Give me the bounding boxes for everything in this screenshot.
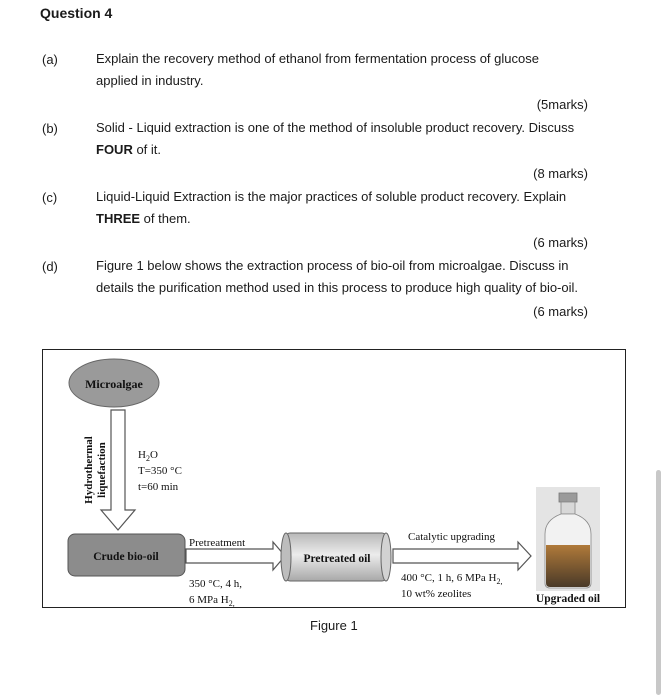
pretreatment-condition-2: 6 MPa $H_{2,}$ (189, 594, 235, 608)
catalytic-arrow (393, 542, 531, 570)
part-d-text (96, 255, 590, 299)
part-c-rest: of them. (140, 211, 191, 226)
pretreatment-condition-1: 350 °C, 4 h, (189, 578, 242, 590)
part-d-marks: (6 marks) (533, 304, 588, 319)
catalytic-condition-1: 400 °C, 1 h, 6 MPa $H_{2,}$ (401, 572, 503, 586)
part-d-label: (d) (42, 259, 58, 274)
pretreated-oil-label: Pretreated oil (303, 553, 371, 565)
microalgae-label: Microalgae (85, 377, 143, 391)
bottle-stopper (559, 493, 577, 502)
condition-time: t=60 min (138, 481, 179, 493)
part-d-line1: Figure 1 below shows the extraction process of bio-oil from microalgae. Discuss in (96, 258, 569, 273)
pretreated-pipe-left-cap (281, 533, 291, 581)
part-a-line2: applied in industry. (96, 73, 204, 88)
pretreated-pipe-right-cap (381, 533, 391, 581)
condition-temperature: T=350 °C (138, 465, 182, 477)
catalytic-upgrading-label: Catalytic upgrading (408, 531, 496, 543)
htl-label-1: Hydrothermal (83, 436, 95, 504)
part-b-label: (b) (42, 121, 58, 136)
bottle-neck (561, 502, 575, 514)
pretreatment-label: Pretreatment (189, 537, 246, 549)
part-d-line2: details the purification method used in this process to produce high quality of bio-oil. (96, 280, 579, 295)
upgraded-oil-bottle (536, 487, 600, 591)
crude-bio-oil-label: Crude bio-oil (93, 551, 159, 563)
upgraded-oil-label: Upgraded oil (535, 593, 601, 605)
condition-water: $H_2O$ (138, 449, 158, 463)
part-c-line2 (96, 208, 590, 230)
vertical-scrollbar[interactable] (656, 470, 661, 695)
part-b-line1: Solid - Liquid extraction is one of the method of insoluble product recovery. Discuss (96, 120, 575, 135)
question-title: Question 4 (40, 5, 113, 21)
part-b-rest: of it. (132, 142, 162, 157)
bottle-oil (546, 545, 590, 587)
part-b-marks: (8 marks) (533, 166, 588, 181)
part-c-label: (c) (42, 190, 58, 205)
part-a-text (96, 48, 590, 92)
part-b-line2 (96, 139, 590, 161)
part-c-line1: Liquid-Liquid Extraction is the major practices of soluble product recovery. Explain (96, 189, 567, 204)
figure-1-diagram (42, 349, 626, 608)
part-a-label: (a) (42, 52, 58, 67)
htl-label-2: liquefaction (96, 442, 108, 498)
figure-caption: Figure 1 (310, 618, 358, 633)
part-a-marks: (5marks) (536, 97, 588, 112)
part-b-bold: FOUR (96, 142, 133, 157)
part-b-text (96, 117, 590, 161)
part-c-bold: THREE (96, 211, 141, 226)
part-a-line1: Explain the recovery method of ethanol from fermentation process of glucose (96, 51, 539, 66)
part-c-text (96, 186, 590, 230)
catalytic-condition-2: 10 wt% zeolites (401, 588, 472, 600)
process-flow-svg (43, 350, 627, 609)
part-c-marks: (6 marks) (533, 235, 588, 250)
